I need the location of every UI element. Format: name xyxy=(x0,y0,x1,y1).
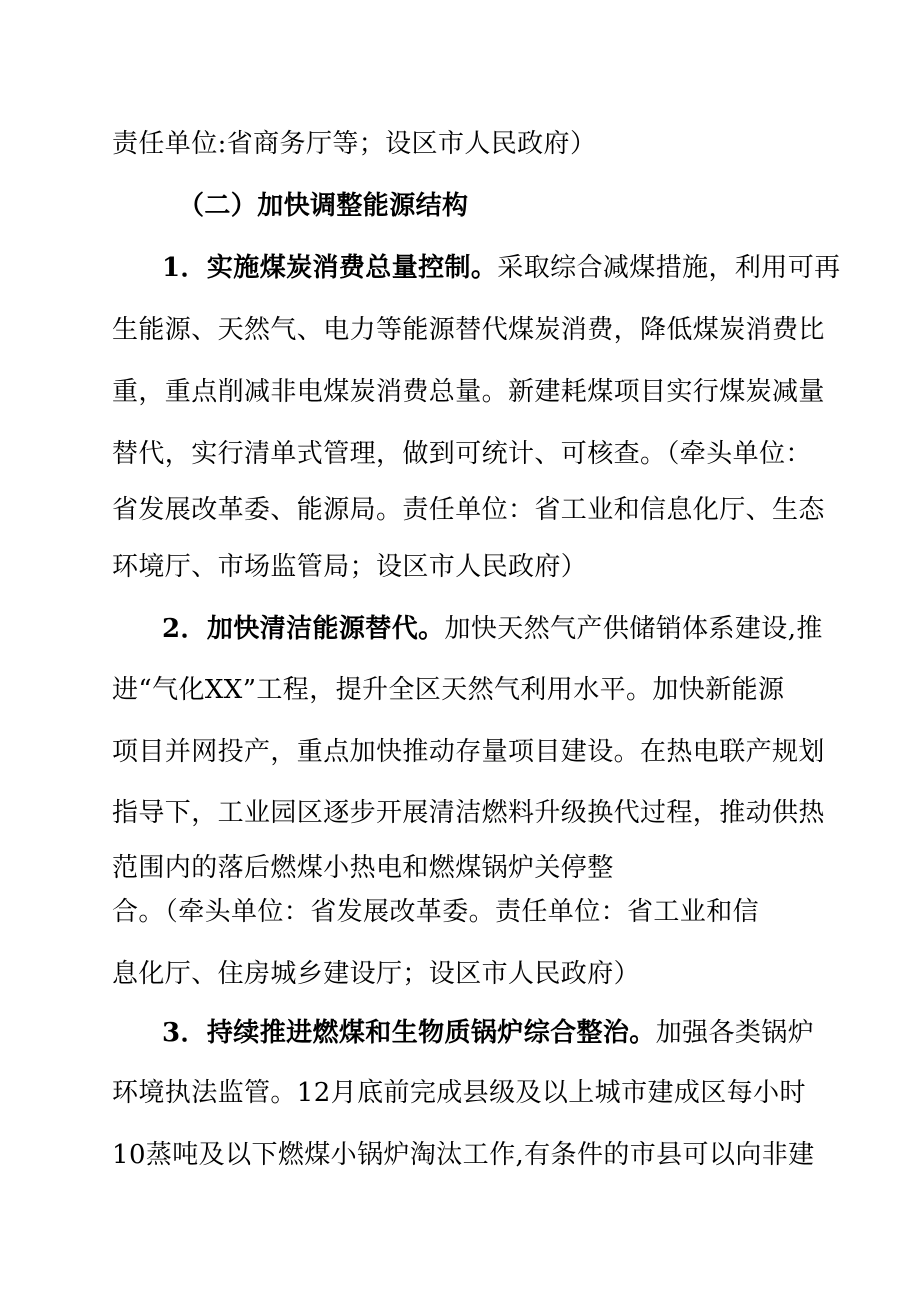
text-line: 环境厅、市场监管局；设区市人民政府） xyxy=(112,552,588,582)
text-line: 项目并网投产，重点加快推动存量项目建设。在热电联产规划 xyxy=(112,737,825,767)
text-line: 省发展改革委、能源局。责任单位：省工业和信息化厅、生态 xyxy=(112,495,825,525)
text-line: 指导下，工业园区逐步开展清洁燃料升级换代过程，推动供热 xyxy=(112,798,825,828)
item-heading: 2．加快清洁能源替代。 xyxy=(162,614,445,644)
text-line: 范围内的落后燃煤小热电和燃煤锅炉关停整 xyxy=(112,853,614,883)
item-heading: 3．持续推进燃煤和生物质锅炉综合整治。 xyxy=(162,1018,656,1048)
text-line: 息化厅、住房城乡建设厅；设区市人民政府） xyxy=(112,959,641,989)
paragraph-first-line xyxy=(162,613,823,645)
item-text: 加快天然气产供储销体系建设,推 xyxy=(444,614,823,644)
text-line: 合。（牵头单位：省发展改革委。责任单位：省工业和信 xyxy=(112,897,760,927)
text-line: 进“气化XX”工程，提升全区天然气利用水平。加快新能源 xyxy=(112,675,785,705)
item-text: 采取综合减煤措施，利用可再 xyxy=(497,253,841,283)
section-heading: （二）加快调整能源结构 xyxy=(178,191,469,221)
text-line: 责任单位:省商务厅等；设区市人民政府） xyxy=(112,129,597,159)
paragraph-first-line xyxy=(162,252,841,284)
text-line: 10蒸吨及以下燃煤小锅炉淘汰工作,有条件的市县可以向非建 xyxy=(112,1140,815,1170)
text-line: 替代，实行清单式管理，做到可统计、可核查。（牵头单位： xyxy=(112,439,812,469)
text-line: 环境执法监管。12月底前完成县级及以上城市建成区每小时 xyxy=(112,1078,806,1108)
item-heading: 1．实施煤炭消费总量控制。 xyxy=(162,253,498,283)
text-line: 重，重点削减非电煤炭消费总量。新建耗煤项目实行煤炭减量 xyxy=(112,377,825,407)
item-text: 加强各类锅炉 xyxy=(655,1018,815,1048)
paragraph-first-line xyxy=(162,1017,814,1049)
text-line: 生能源、天然气、电力等能源替代煤炭消费，降低煤炭消费比 xyxy=(112,315,825,345)
